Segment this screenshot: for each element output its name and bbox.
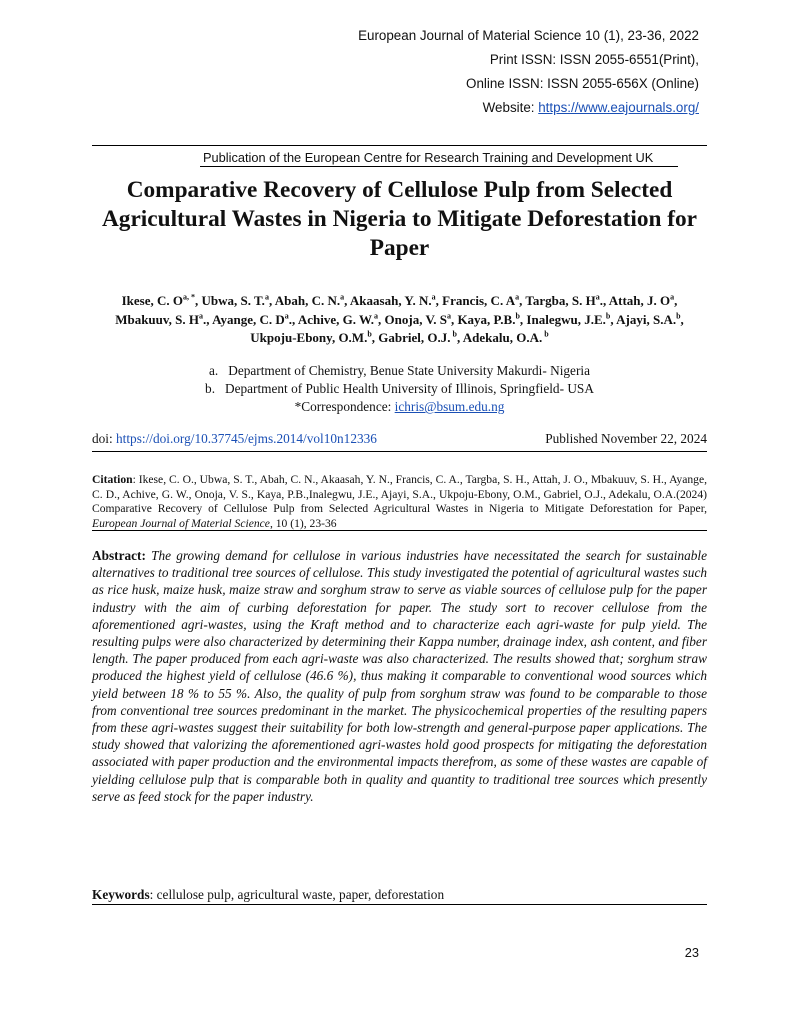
header-bottom-rule [200,166,678,167]
doi-rule [92,451,707,452]
author-name: Achive, G. W. [297,311,375,327]
author-name: Ayange, C. D [212,311,285,327]
author-affiliation-mark: b [367,329,372,339]
website-label: Website: [482,100,539,115]
online-issn: Online ISSN: ISSN 2055-656X (Online) [466,76,699,91]
doi-link[interactable]: https://doi.org/10.37745/ejms.2014/vol10n12336 [116,431,377,446]
author-affiliation-mark: a [431,292,436,302]
website-line [483,100,699,115]
author-affiliation-mark: a [284,311,289,321]
affiliation-a: a. Department of Chemistry, Benue State University Makurdi- Nigeria [209,363,590,378]
author-affiliation-mark: a [446,311,451,321]
author-name: Kaya, P.B. [457,311,516,327]
author-name: Ikese, C. O [121,293,183,308]
author-name: Attah, J. O [608,293,671,308]
author-affiliation-mark: a [340,292,345,302]
affiliation-b: b. Department of Public Health University of Illinois, Springfield- USA [205,381,594,396]
author-name: Ubwa, S. T. [201,293,265,308]
author-name: Ajayi, S.A. [616,311,677,327]
author-affiliation-mark: b [450,329,457,339]
author-list: Ikese, C. $O^{a, *}$, Ubwa, S. T.$^a$, Abah, C. N.$^a$, Akaasah, Y. N.$^a$, Francis, C. $A^a$, Targba, S. $H^a$., Attah, J. $O^a$, Mbakuuv, S. $H^a$., Ayange, C. $D^a$., Achive, G. W.$^a$, Onoja, V. $S^a$, Kaya, P.B.$^b$, Inalegwu, J.E.$^b$, Ajayi, S.A.$^b$, Ukpoju-Ebony, O.M.$^b$, Gabriel, O.J. $^b$, Adekalu, O.A. $^b$ [115,292,684,345]
website-link[interactable]: https://www.eajournals.org/ [538,100,699,115]
keywords-label: Keywords [92,887,150,902]
citation-label: Citation [92,473,133,486]
paper-title: Comparative Recovery of Cellulose Pulp from Selected Agricultural Wastes in Nigeria to Mitigate Deforestation for Paper [101,177,698,261]
author-name: Onoja, V. S [384,311,447,327]
doi-label: doi: [92,431,117,446]
author-affiliation-mark: a, * [182,292,195,302]
author-affiliation-mark: b [605,311,611,321]
correspondence [92,398,707,416]
citation-journal: European Journal of Material Science [92,516,270,530]
author-name: Francis, C. A [442,293,516,308]
author-affiliation-mark: b [515,311,520,321]
keywords-text: : cellulose pulp, agricultural waste, paper, deforestation [149,887,445,902]
author-affiliation-mark: a [595,292,600,302]
correspondence-label: *Correspondence: [294,399,395,414]
author-affiliation-mark: a [515,292,520,302]
author-name: Targba, S. H [525,293,596,308]
author-affiliation-mark: a [264,292,269,302]
header-top-rule [92,145,707,146]
publisher-line: Publication of the European Centre for Research Training and Development UK [203,150,654,165]
author-name: Ukpoju-Ebony, O.M. [250,330,368,345]
author-name: Gabriel, O.J. [378,330,451,345]
doi-row [92,431,707,447]
published-date: Published November 22, 2024 [545,431,707,446]
abstract-block [92,547,707,805]
author-name: Mbakuuv, S. H [115,311,200,327]
abstract-label: Abstract: [92,548,146,563]
print-issn: Print ISSN: ISSN 2055-6551(Print), [489,52,699,67]
citation-block [92,473,707,531]
affiliations [92,362,707,416]
keywords-rule [92,904,707,905]
author-affiliation-mark: b [542,329,549,339]
page-number: 23 [684,945,699,960]
author-affiliation-mark: a [199,311,204,321]
author-name: Inalegwu, J.E. [526,311,606,327]
citation-rule [92,530,707,531]
author-name: Abah, C. N. [274,293,341,308]
author-name: Adekalu, O.A. [462,330,543,345]
keywords-line [92,887,444,903]
correspondence-email-link[interactable]: ichris@bsum.edu.ng [394,399,505,414]
citation-tail: , 10 (1), 23-36 [269,516,337,530]
abstract-text: The growing demand for cellulose in various industries have necessitated the search for sustainable alternatives to traditional tree sources of cellulose. This study investigated the potential of agricultural wastes such as rice husk, maize husk, maize straw and sorghum straw to serve as viable sources of cellulose pulp for the paper industry with the aim of curbing deforestation for paper. The study sort to recover cellulose from the aforementioned agri-wastes, using the Kraft method and to characterize each agri-waste for pulp yield. The resulting pulps were also characterized by determining their Kappa number, drainage index, ash content, and fiber length. The paper produced from each agri-waste was also characterized. The results showed that; sorghum straw produced the highest yield of cellulose (46.6 %), thus making it comparable to conventional wood sources which yield between 18 % to 55 %. Also, the quality of pulp from sorghum straw was found to be comparable to those from conventional tree sources predominant in the market. The physicochemical properties of the resulting papers from these agri-wastes suggest their suitability for both low-strength and general-purpose paper applications. The study showed that valorizing the aforementioned agri-wastes hold good prospects for mitigating the deforestation associated with paper production and the environmental impacts therefrom, as some of these wastes are capable of yielding cellulose pulp that is comparable both in quality and quantity to traditional tree sources which presently serve as feed stock for the paper industry. [92,548,707,804]
citation-text: : Ikese, C. O., Ubwa, S. T., Abah, C. N., Akaasah, Y. N., Francis, C. A., Targba, S. H., Attah, J. O., Mbakuuv, S. H., Ayange, C. D., Achive, G. W., Onoja, V. S., Kaya, P.B.,Inalegwu, J.E., Ajayi, S.A., Ukpoju-Ebony, O.M., Gabriel, O.J., Adekalu, O.A.(2024) Comparative Recovery of Cellulose Pulp from Selected Agricultural Wastes in Nigeria to Mitigate Deforestation for Paper, [92,473,707,516]
journal-citation-header: European Journal of Material Science 10 (1), 23-36, 2022 [358,28,699,43]
author-name: Akaasah, Y. N. [349,293,432,308]
author-affiliation-mark: b [676,311,681,321]
author-affiliation-mark: a [374,311,379,321]
author-affiliation-mark: a [670,292,675,302]
